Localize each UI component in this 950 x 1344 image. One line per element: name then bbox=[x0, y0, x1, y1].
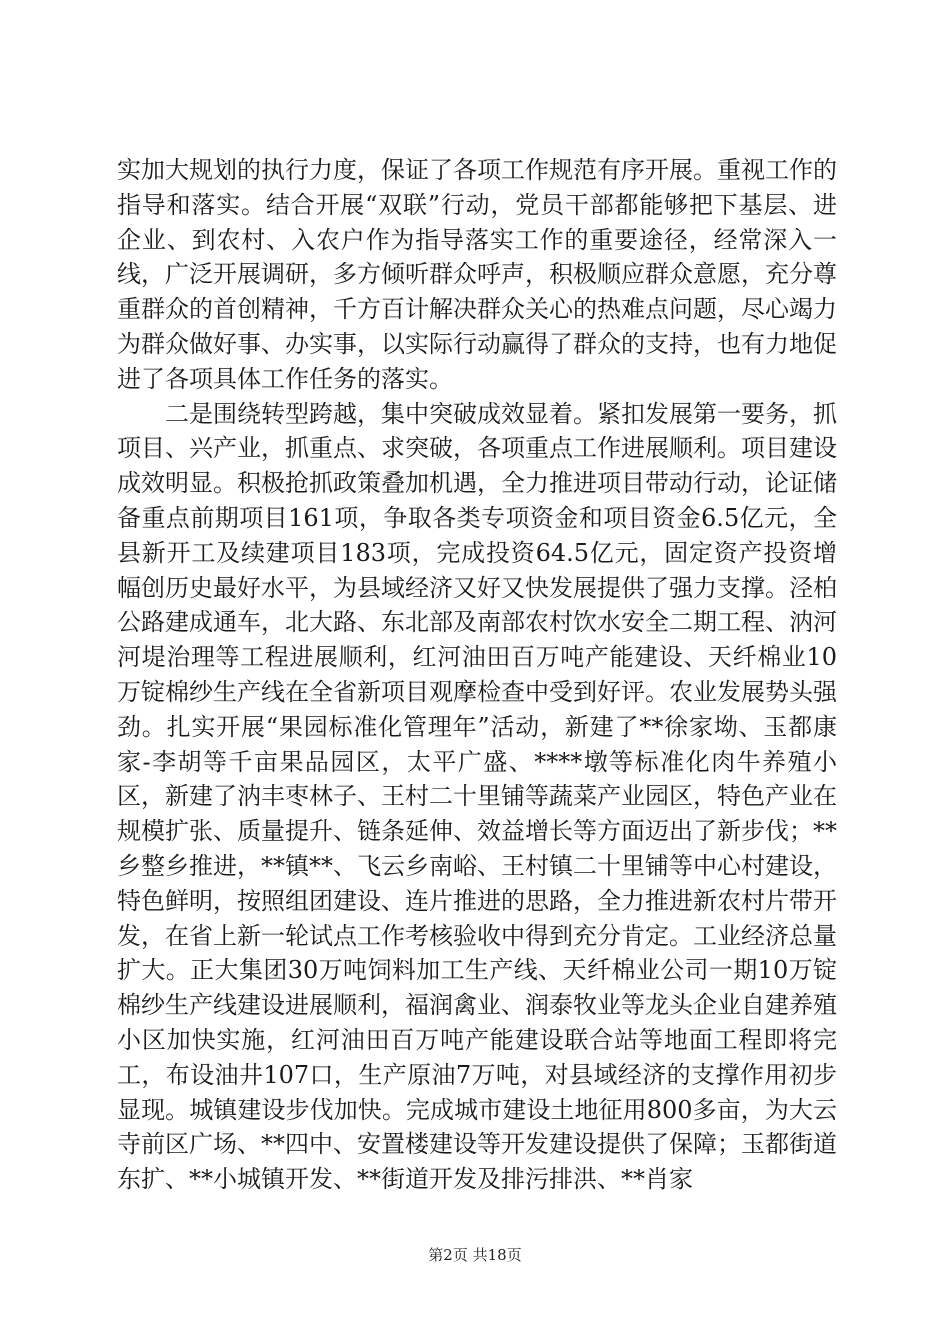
document-body bbox=[117, 153, 837, 1197]
paragraph-2: 二是围绕转型跨越，集中突破成效显着。紧扣发展第一要务，抓项目、兴产业，抓重点、求突破，各项重点工作进展顺利。项目建设成效明显。积极抢抓政策叠加机遇，全力推进项目带动行动，论证储备重点前期项目161项，争取各类专项资金和项目资金6.5亿元，全县新开工及续建项目183项，完成投资64.5亿元，固定资产投资增幅创历史最好水平，为县域经济又好又快发展提供了强力支撑。泾柏公路建成通车，北大路、东北部及南部农村饮水安全二期工程、汭河河堤治理等工程进展顺利，红河油田百万吨产能建设、天纤棉业10万锭棉纱生产线在全省新项目观摩检查中受到好评。农业发展势头强劲。扎实开展“果园标准化管理年”活动，新建了**徐家坳、玉都康家-李胡等千亩果品园区，太平广盛、****墩等标准化肉牛养殖小区，新建了汭丰枣林子、王村二十里铺等蔬菜产业园区，特色产业在规模扩张、质量提升、链条延伸、效益增长等方面迈出了新步伐；**乡整乡推进，**镇**、飞云乡南峪、王村镇二十里铺等中心村建设，特色鲜明，按照组团建设、连片推进的思路，全力推进新农村片带开发，在省上新一轮试点工作考核验收中得到充分肯定。工业经济总量扩大。正大集团30万吨饲料加工生产线、天纤棉业公司一期10万锭棉纱生产线建设进展顺利，福润禽业、润泰牧业等龙头企业自建养殖小区加快实施，红河油田百万吨产能建设联合站等地面工程即将完工，布设油井107口，生产原油7万吨，对县域经济的支撑作用初步显现。城镇建设步伐加快。完成城市建设土地征用800多亩，为大云寺前区广场、**四中、安置楼建设等开发建设提供了保障；玉都街道东扩、**小城镇开发、**街道开发及排污排洪、**肖家 bbox=[117, 399, 837, 1194]
page-number-footer: 第2页 共18页 bbox=[428, 1246, 522, 1264]
paragraph-1: 实加大规划的执行力度，保证了各项工作规范有序开展。重视工作的指导和落实。结合开展“双联”行动，党员干部都能够把下基层、进企业、到农村、入农户作为指导落实工作的重要途径，经常深入一线，广泛开展调研，多方倾听群众呼声，积极顺应群众意愿，充分尊重群众的首创精神，千方百计解决群众关心的热难点问题，尽心竭力为群众做好事、办实事，以实际行动赢得了群众的支持，也有力地促进了各项具体工作任务的落实。 bbox=[117, 156, 837, 393]
